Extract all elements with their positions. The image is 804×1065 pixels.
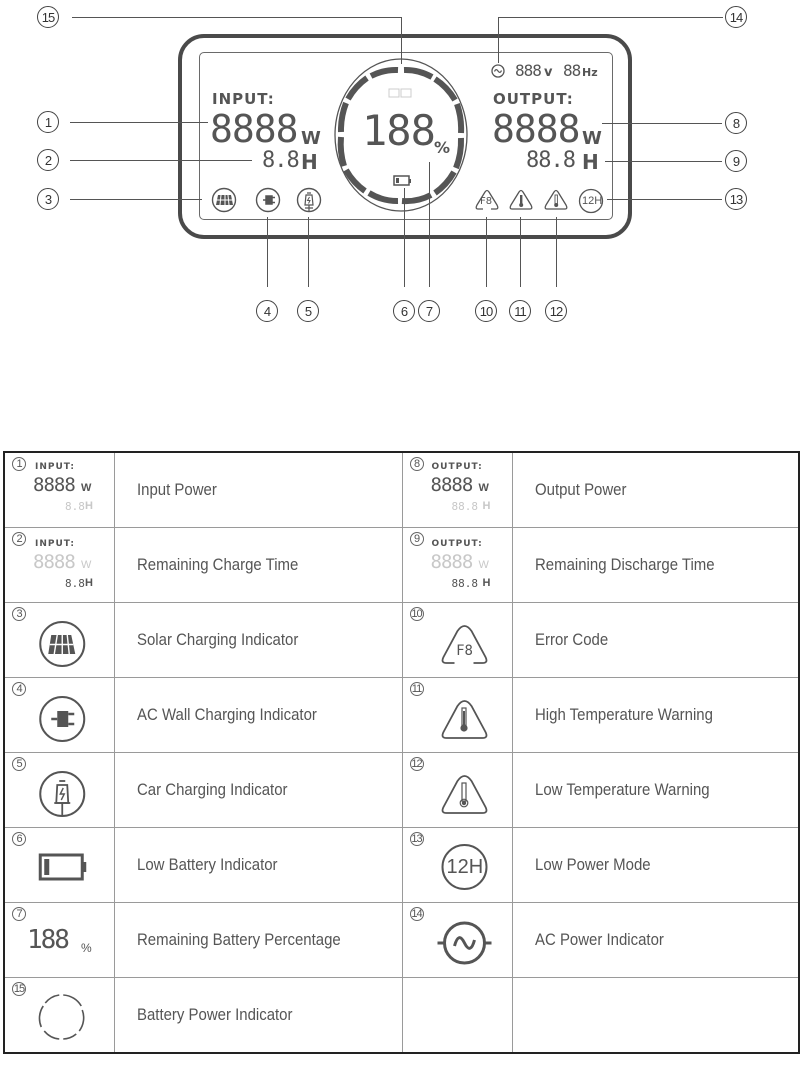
callout-2: 2: [37, 149, 59, 171]
legend-description: [512, 753, 799, 828]
table-row: [4, 528, 799, 603]
leader-1: [70, 122, 208, 123]
desc-text: High Temperature Warning: [534, 705, 713, 724]
mini-power-digits: 8888: [33, 474, 75, 496]
ac-voltage-digits: 888: [515, 61, 541, 80]
legend-description: [512, 828, 799, 903]
legend-description: [114, 978, 402, 1054]
legend-icon-cell: [402, 678, 512, 753]
legend-description-empty: [512, 978, 799, 1054]
legend-icon-cell: [402, 603, 512, 678]
mini-percent-unit: %: [81, 941, 92, 955]
mini-h-unit: H: [482, 577, 491, 589]
legend-icon-cell: [402, 528, 512, 603]
callout-11: 11: [509, 300, 531, 322]
ac-plug-icon: [5, 678, 114, 752]
desc-text: Car Charging Indicator: [136, 780, 288, 799]
high-temperature-icon: [508, 187, 534, 213]
leader-4: [267, 217, 268, 287]
row-number: 14: [411, 908, 422, 920]
leader-10: [486, 217, 487, 287]
battery-percent-unit: %: [434, 138, 451, 157]
ac-sine-wave-icon: [490, 63, 506, 79]
legend-description: [512, 678, 799, 753]
leader-8: [602, 123, 722, 124]
callout-6: 6: [393, 300, 415, 322]
legend-icon-cell: [402, 753, 512, 828]
12h-mode-text: 12H: [446, 856, 484, 878]
input-time-digits: 8.8: [262, 148, 299, 173]
row-number: 6: [12, 832, 26, 846]
callout-9: 9: [725, 150, 747, 172]
ac-sine-wave-icon: [403, 903, 512, 977]
callout-4: 4: [256, 300, 278, 322]
mini-input-label: INPUT:: [35, 539, 76, 549]
error-code-icon: [403, 603, 512, 677]
desc-text: AC Power Indicator: [534, 930, 664, 949]
legend-description: [114, 828, 402, 903]
legend-icon-cell: [402, 903, 512, 978]
output-power-digits: 8888: [492, 107, 580, 151]
legend-description: [114, 603, 402, 678]
leader-12: [556, 217, 557, 287]
ac-freq-unit: Hz: [582, 66, 598, 79]
desc-text: Low Battery Indicator: [136, 855, 278, 874]
row-number: 5: [12, 757, 26, 771]
output-power-display-icon: [403, 453, 512, 527]
legend-icon-cell: [4, 978, 114, 1054]
row-number: 7: [12, 907, 26, 921]
low-battery-icon: [5, 828, 114, 902]
row-number: 3: [12, 607, 26, 621]
mini-h-unit: H: [85, 500, 93, 512]
table-row: [4, 978, 799, 1054]
output-time-display-icon: [403, 528, 512, 602]
legend-description: [114, 452, 402, 528]
legend-description: [512, 528, 799, 603]
leader-15-down: [401, 17, 402, 64]
leader-15: [72, 17, 402, 18]
lcd-diagram: [0, 0, 804, 340]
leader-5: [308, 217, 309, 287]
legend-icon-cell: [4, 678, 114, 753]
output-label: OUTPUT:: [493, 90, 574, 108]
desc-text: Input Power: [136, 480, 217, 499]
low-temperature-icon: [543, 187, 569, 213]
mini-h-unit: H: [482, 500, 491, 512]
legend-icon-cell: [402, 828, 512, 903]
leader-14: [498, 17, 723, 18]
mini-w-unit: W: [478, 482, 489, 494]
desc-text: Low Temperature Warning: [534, 780, 710, 799]
input-label: INPUT:: [212, 90, 275, 108]
ac-plug-icon: [255, 187, 281, 213]
callout-3: 3: [37, 188, 59, 210]
mini-h-unit: H: [85, 577, 93, 589]
row-number: 4: [12, 682, 26, 696]
legend-icon-cell: [4, 828, 114, 903]
callout-12: 12: [545, 300, 567, 322]
input-time-display-icon: [5, 528, 114, 602]
car-charger-icon: [296, 187, 322, 217]
desc-text: Low Power Mode: [534, 855, 651, 874]
row-number: 12: [411, 758, 422, 770]
input-power-unit: W: [301, 128, 321, 149]
desc-text: Remaining Battery Percentage: [136, 930, 341, 949]
mini-power-digits: 8888: [33, 551, 75, 573]
car-charger-icon: [5, 753, 114, 827]
legend-icon-cell: [402, 452, 512, 528]
leader-9: [605, 161, 722, 162]
high-temperature-icon: [403, 678, 512, 752]
mini-time-digits: 88.8: [451, 500, 478, 513]
leader-6: [404, 188, 405, 287]
legend-icon-cell: [4, 452, 114, 528]
leader-13: [607, 199, 722, 200]
battery-percent-digits: 188: [362, 106, 435, 155]
mini-output-label: OUTPUT:: [431, 539, 483, 549]
callout-7: 7: [418, 300, 440, 322]
input-power-display-icon: [5, 453, 114, 527]
desc-text: Solar Charging Indicator: [136, 630, 298, 649]
solar-panel-icon: [211, 187, 237, 213]
row-number: 8: [410, 457, 424, 471]
mini-power-digits: 8888: [430, 474, 473, 496]
output-time-unit: H: [582, 150, 599, 174]
legend-icon-cell: [4, 753, 114, 828]
table-row: [4, 678, 799, 753]
callout-15: 15: [37, 6, 59, 28]
callout-14: 14: [725, 6, 747, 28]
legend-icon-cell: [4, 528, 114, 603]
table-row: [4, 903, 799, 978]
leader-14-down: [498, 17, 499, 63]
input-power-digits: 8888: [210, 107, 298, 151]
row-number: 2: [12, 532, 26, 546]
leader-3: [70, 199, 202, 200]
callout-1: 1: [37, 111, 59, 133]
desc-text: AC Wall Charging Indicator: [136, 705, 317, 724]
battery-ring-icon: [5, 978, 114, 1052]
ac-voltage-unit: v: [544, 65, 553, 80]
mini-output-label: OUTPUT:: [431, 462, 483, 472]
legend-icon-cell-empty: [402, 978, 512, 1054]
desc-text: Remaining Charge Time: [136, 555, 298, 574]
table-row: [4, 603, 799, 678]
legend-description: [512, 603, 799, 678]
desc-text: Remaining Discharge Time: [534, 555, 715, 574]
legend-description: [114, 903, 402, 978]
row-number: 1: [12, 457, 26, 471]
mini-time-digits: 8.8: [65, 577, 85, 590]
mini-input-label: INPUT:: [35, 462, 76, 472]
legend-description: [114, 753, 402, 828]
input-time-unit: H: [301, 150, 318, 174]
battery-percentage-icon: [5, 903, 114, 977]
table-row: [4, 753, 799, 828]
callout-10: 10: [475, 300, 497, 322]
legend-description: [512, 452, 799, 528]
legend-description: [114, 678, 402, 753]
callout-13: 13: [725, 188, 747, 210]
legend-table: [3, 451, 800, 1054]
legend-icon-cell: [4, 903, 114, 978]
legend-description: [114, 528, 402, 603]
row-number: 11: [410, 682, 424, 696]
mini-percent-digits: 188: [27, 925, 68, 955]
row-number: 9: [410, 532, 424, 546]
desc-text: Error Code: [534, 630, 608, 649]
mini-time-digits: 88.8: [451, 577, 478, 590]
desc-text: Battery Power Indicator: [136, 1005, 292, 1024]
legend-icon-cell: [4, 603, 114, 678]
ac-freq-digits: 88: [563, 61, 581, 80]
svg-text:F8: F8: [455, 643, 473, 659]
mini-w-unit: W: [478, 559, 489, 571]
mini-w-unit: W: [81, 482, 92, 494]
leader-11: [520, 217, 521, 287]
row-number: 15: [13, 983, 25, 995]
callout-5: 5: [297, 300, 319, 322]
row-number: 13: [411, 833, 422, 845]
table-row: [4, 452, 799, 528]
mini-w-unit: W: [81, 559, 92, 571]
leader-2: [70, 160, 252, 161]
row-number: 10: [411, 608, 422, 620]
12h-mode-text: 12H: [582, 195, 603, 207]
legend-description: [512, 903, 799, 978]
mini-time-digits: 8.8: [65, 500, 85, 513]
leader-7: [429, 162, 430, 287]
error-code-text: F8: [480, 196, 493, 207]
low-temperature-icon: [403, 753, 512, 827]
desc-text: Output Power: [534, 480, 626, 499]
output-power-unit: W: [582, 128, 602, 149]
output-time-digits: 88.8: [526, 148, 575, 173]
solar-panel-icon: [5, 603, 114, 677]
table-row: [4, 828, 799, 903]
callout-8: 8: [725, 112, 747, 134]
mini-power-digits: 8888: [430, 551, 473, 573]
